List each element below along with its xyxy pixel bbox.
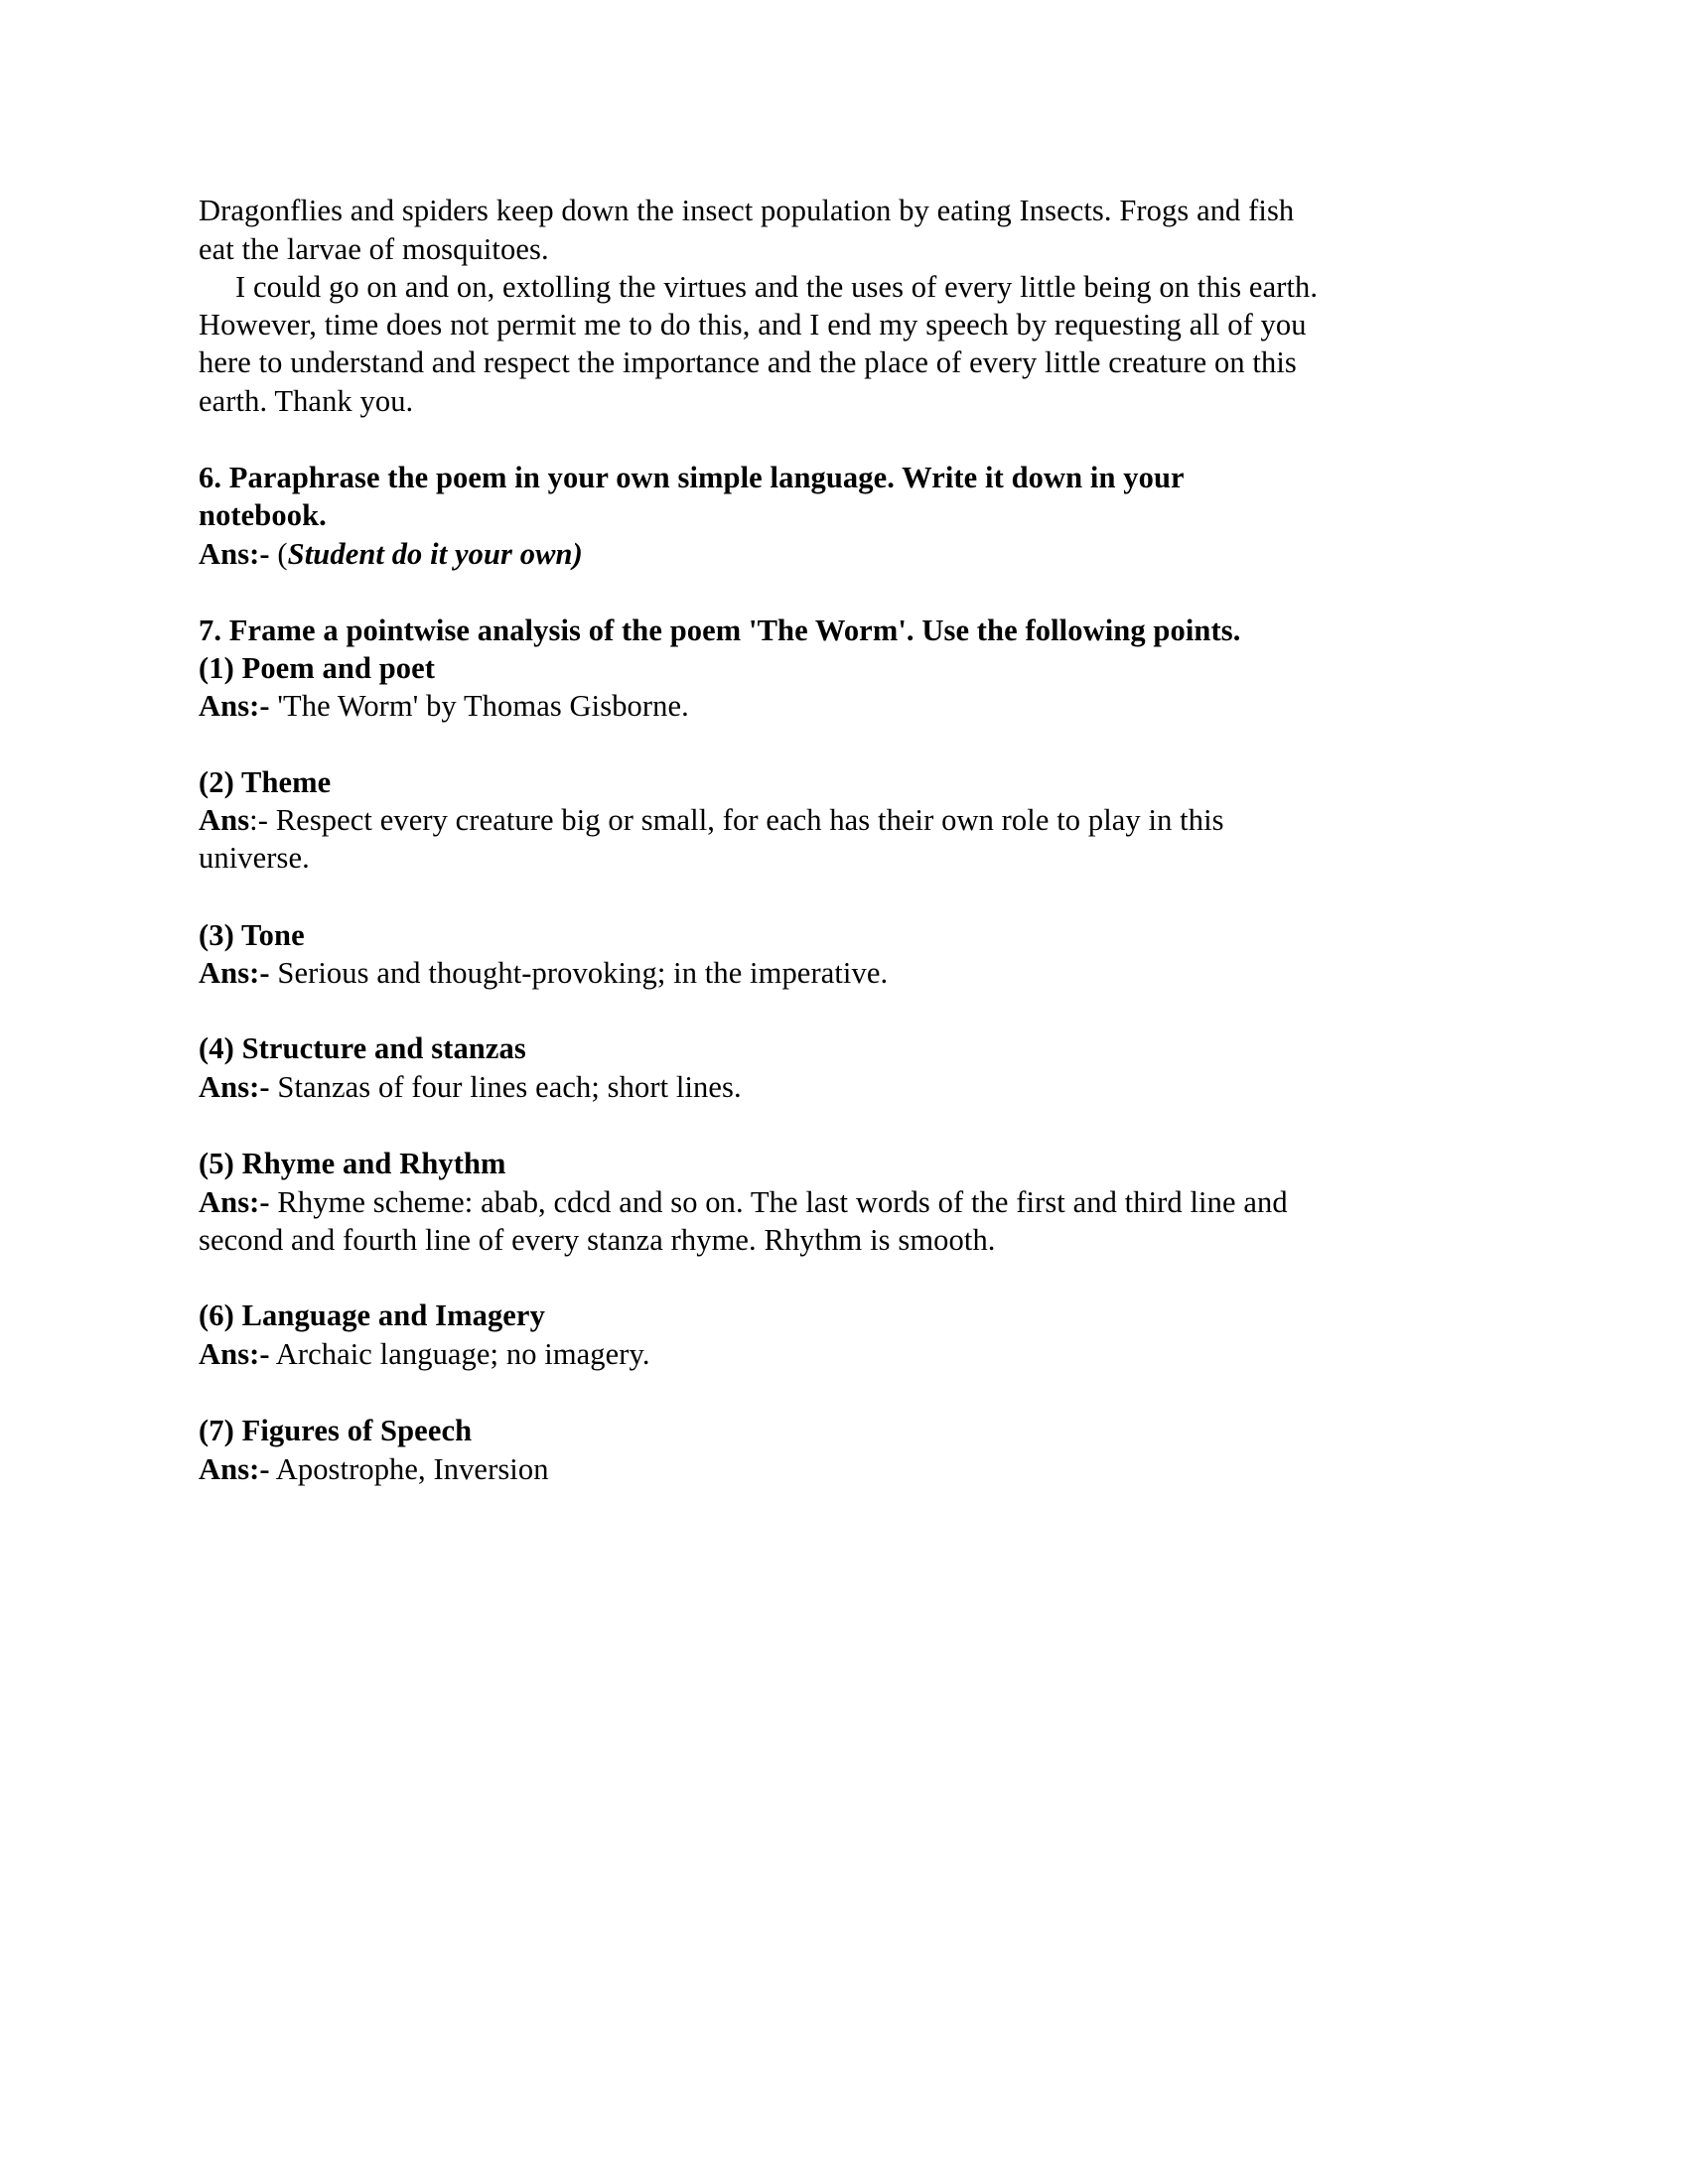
- point-answer: [199, 1335, 650, 1373]
- body-text-line: earth. Thank you.: [199, 384, 414, 418]
- answer-text: Archaic language; no imagery.: [269, 1337, 650, 1371]
- point-title: (1) Poem and poet: [199, 651, 436, 685]
- answer-text: Student do it your own): [287, 537, 583, 571]
- answer-text: Apostrophe, Inversion: [269, 1452, 549, 1486]
- question-6-heading: notebook.: [199, 498, 327, 532]
- point-title: (5) Rhyme and Rhythm: [199, 1147, 506, 1180]
- answer-paren: (: [269, 537, 288, 571]
- point-answer-continued: second and fourth line of every stanza rhyme. Rhythm is smooth.: [199, 1223, 996, 1257]
- point-title: (4) Structure and stanzas: [199, 1031, 526, 1065]
- answer-text: Rhyme scheme: abab, cdcd and so on. The last words of the first and third line and: [269, 1185, 1288, 1219]
- answer-text: Serious and thought-provoking; in the imperative.: [269, 956, 889, 990]
- answer-label: Ans:-: [199, 689, 270, 723]
- body-text-line: However, time does not permit me to do this, and I end my speech by requesting all of you: [199, 308, 1307, 341]
- body-text-line: here to understand and respect the importance and the place of every little creature on this: [199, 345, 1297, 379]
- body-text-line: eat the larvae of mosquitoes.: [199, 232, 549, 266]
- answer-label: Ans:-: [199, 1185, 270, 1219]
- point-answer: [199, 1450, 549, 1488]
- body-text-line: Dragonflies and spiders keep down the insect population by eating Insects. Frogs and fish: [199, 194, 1295, 227]
- point-title: (3) Tone: [199, 918, 305, 952]
- answer-text: Respect every creature big or small, for each has their own role to play in this: [268, 803, 1224, 837]
- answer-label: Ans: [199, 803, 250, 837]
- answer-text: 'The Worm' by Thomas Gisborne.: [269, 689, 689, 723]
- answer-label: Ans:-: [199, 1070, 270, 1104]
- answer-text: Stanzas of four lines each; short lines.: [269, 1070, 742, 1104]
- answer-label: Ans:-: [199, 956, 270, 990]
- answer-label: Ans:-: [199, 1452, 270, 1486]
- body-text-line: I could go on and on, extolling the virtues and the uses of every little being on this earth.: [235, 270, 1319, 304]
- answer-label-suffix: :-: [249, 803, 269, 837]
- question-7-heading: 7. Frame a pointwise analysis of the poem 'The Worm'. Use the following points.: [199, 614, 1241, 647]
- point-title: (2) Theme: [199, 765, 332, 799]
- point-answer-continued: universe.: [199, 841, 310, 875]
- point-title: (7) Figures of Speech: [199, 1414, 473, 1447]
- question-6-heading: 6. Paraphrase the poem in your own simple language. Write it down in your: [199, 461, 1185, 494]
- answer-label: Ans:-: [199, 537, 270, 571]
- point-answer: [199, 801, 1224, 839]
- question-6-answer: [199, 535, 583, 573]
- point-answer: [199, 1068, 742, 1106]
- point-title: (6) Language and Imagery: [199, 1298, 545, 1332]
- answer-label: Ans:-: [199, 1337, 270, 1371]
- point-answer: [199, 1183, 1288, 1221]
- point-answer: [199, 954, 888, 992]
- point-answer: [199, 687, 689, 725]
